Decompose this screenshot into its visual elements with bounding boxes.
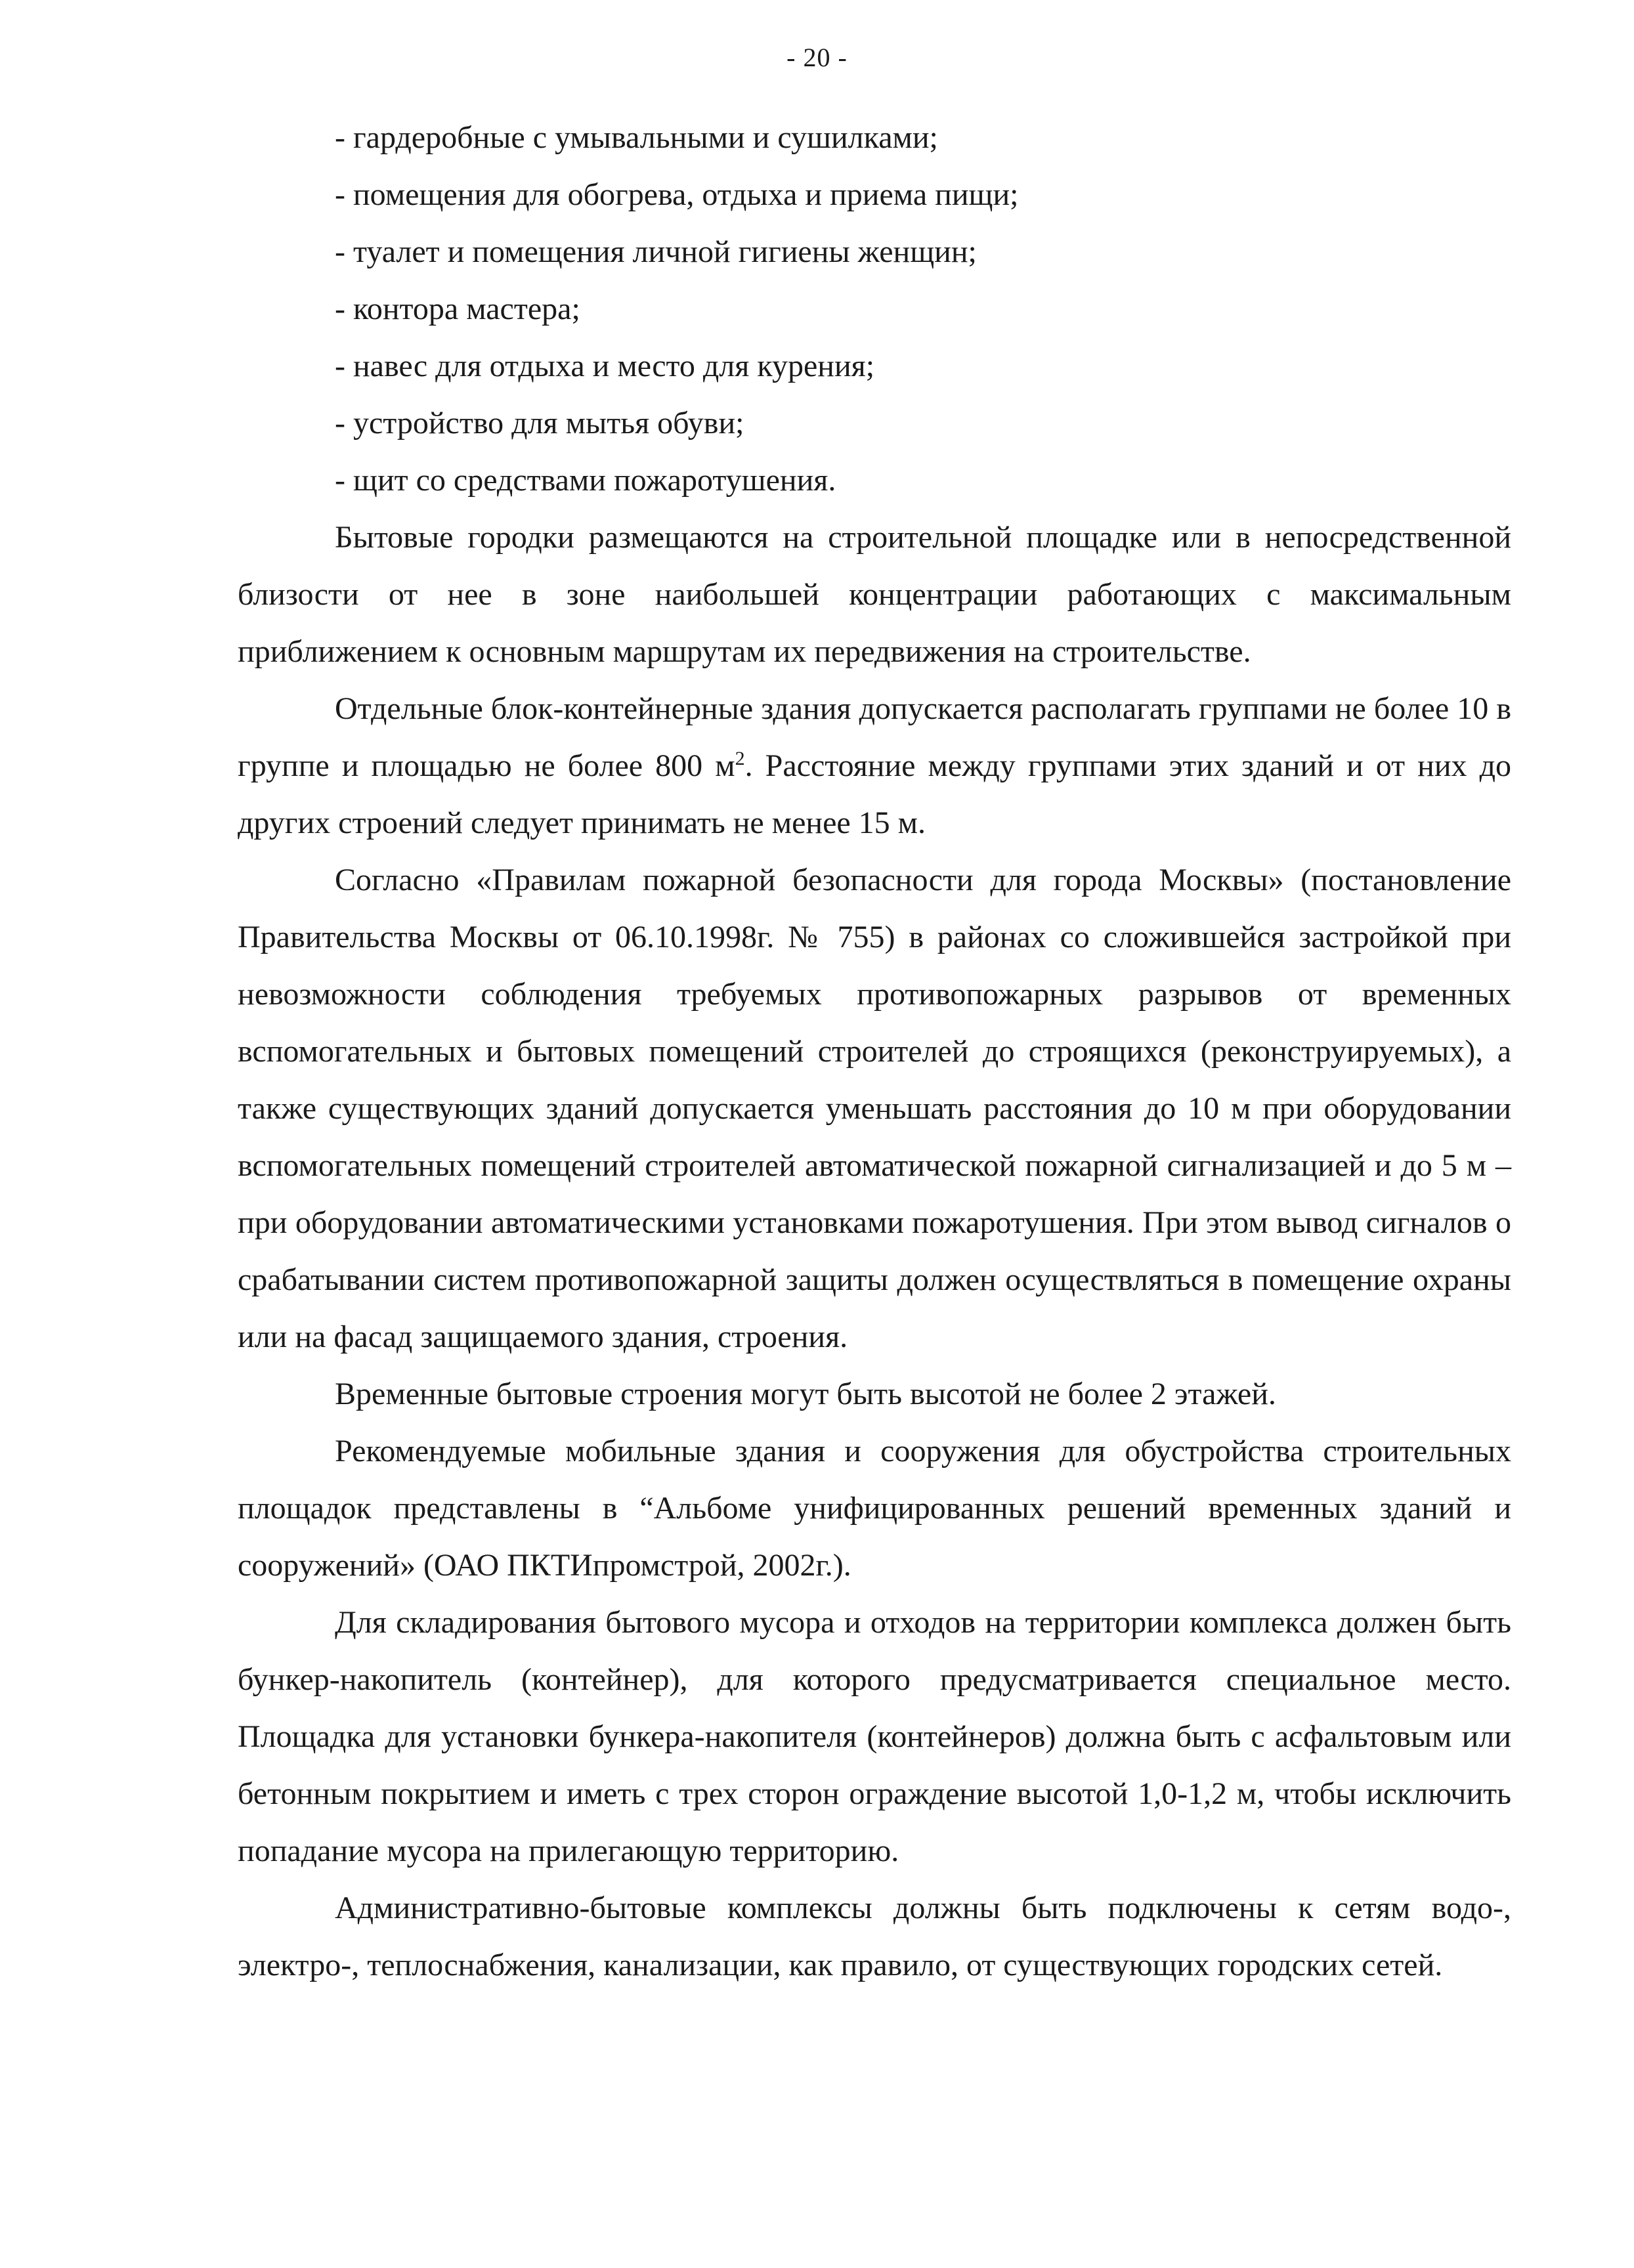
paragraph-mobile-buildings: Рекомендуемые мобильные здания и сооружения для обустройства строительных площадок представлены в “Альбоме унифицированных решений временных зданий и сооружений» (ОАО ПКТИпромстрой, 2002г.). [238, 1434, 1511, 1583]
paragraph-living-towns: Бытовые городки размещаются на строительной площадке или в непосредственной близости от нее в зоне наибольшей концентрации работающих с максимальным приближением к основным маршрутам их передвижения на строительстве. [238, 520, 1511, 669]
paragraph-block-containers-text: Отдельные блок-контейнерные здания допускается располагать группами не более 10 в группе и площадью не более 800 м [238, 691, 1511, 783]
list-item: - устройство для мытья обуви; [335, 406, 744, 440]
paragraph-fire-safety-rules: Согласно «Правилам пожарной безопасности для города Москвы» (постановление Правительства Москвы от 06.10.1998г. № 755) в районах со сложившейся застройкой при невозможности соблюдения требуемых противопожарных разрывов от временных вспомогательных и бытовых помещений строителей до строящихся (реконструируемых), а также существующих зданий допускается уменьшать расстояния до 10 м при оборудовании вспомогательных помещений строителей автоматической пожарной сигнализацией и до 5 м – при оборудовании автоматическими установками пожаротушения. При этом вывод сигналов о срабатывании систем противопожарной защиты должен осуществляться в помещение охраны или на фасад защищаемого здания, строения. [238, 863, 1511, 1354]
paragraph-block-containers [238, 680, 1511, 851]
list-item: - помещения для обогрева, отдыха и приема пищи; [335, 177, 1019, 212]
paragraph-utility-connections: Административно-бытовые комплексы должны быть подключены к сетям водо-, электро-, теплоснабжения, канализации, как правило, от существующих городских сетей. [238, 1891, 1511, 1982]
paragraph-waste-storage: Для складирования бытового мусора и отходов на территории комплекса должен быть бункер-накопитель (контейнер), для которого предусматривается специальное место. Площадка для установки бункера-накопителя (контейнеров) должна быть с асфальтовым или бетонным покрытием и иметь с трех сторон ограждение высотой 1,0-1,2 м, чтобы исключить попадание мусора на прилегающую территорию. [238, 1605, 1511, 1868]
list-item: - щит со средствами пожаротушения. [335, 463, 836, 498]
square-superscript: 2 [735, 748, 745, 769]
page-number: - 20 - [786, 43, 848, 72]
list-item: - гардеробные с умывальными и сушилками; [335, 120, 938, 155]
list-item: - навес для отдыха и место для курения; [335, 349, 875, 383]
list-item: - туалет и помещения личной гигиены женщин; [335, 234, 977, 269]
paragraph-block-containers-text-end: . Расстояние между группами этих зданий и от них до других строений следует принимать не менее 15 м. [238, 748, 1511, 840]
document-body [238, 109, 1511, 1994]
paragraph-building-height: Временные бытовые строения могут быть высотой не более 2 этажей. [335, 1377, 1276, 1411]
list-item: - контора мастера; [335, 291, 580, 326]
